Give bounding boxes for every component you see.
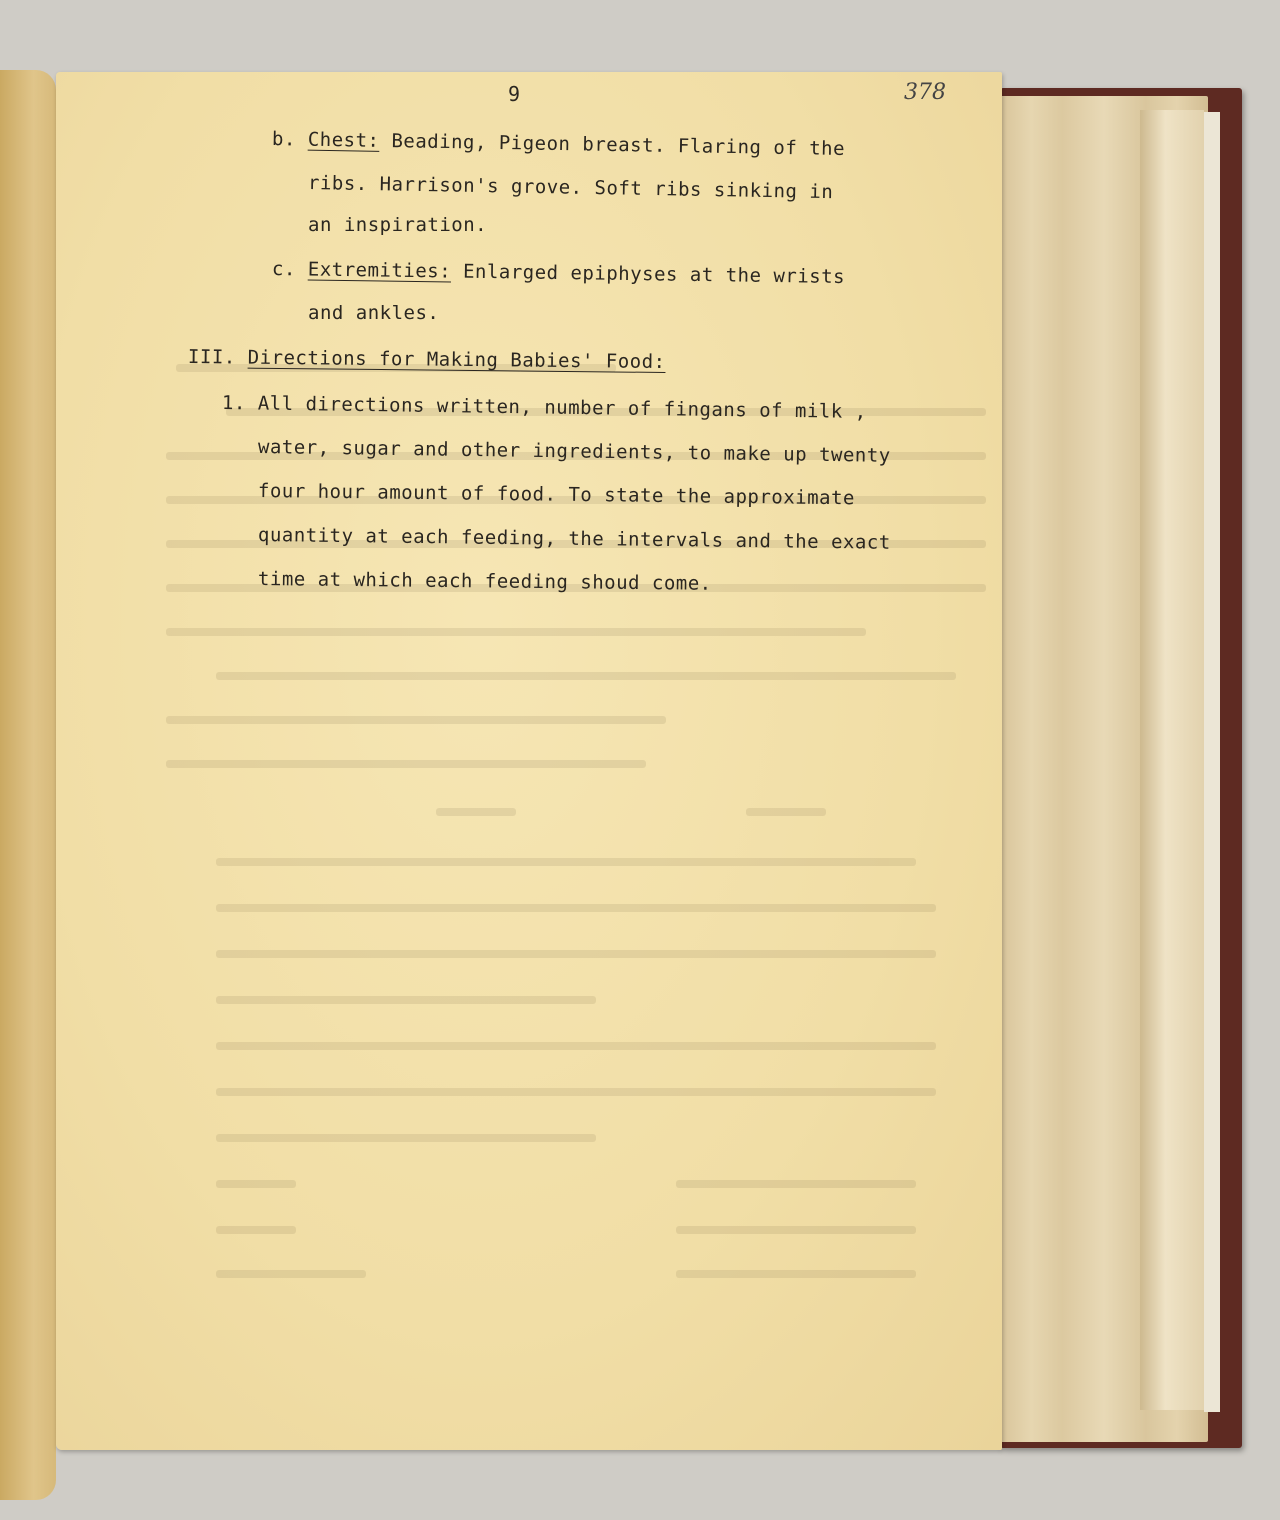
section-iii-heading: Directions for Making Babies' Food:	[247, 346, 666, 374]
folio-number: 378	[904, 80, 946, 105]
item-c-heading: Extremities:	[307, 258, 452, 283]
item-1-line-2: water, sugar and other ingredients, to make up twenty	[257, 436, 891, 467]
section-iii-numeral: III.	[187, 346, 236, 369]
page-number: 9	[508, 82, 521, 106]
item-b-heading: Chest:	[307, 128, 380, 152]
item-c-text-1: Enlarged epiphyses at the wrists	[462, 260, 846, 289]
page-block-inner	[1140, 110, 1204, 1410]
item-1-line-3: four hour amount of food. To state the approximate	[257, 480, 856, 510]
previous-page-edge	[0, 70, 56, 1500]
item-b-text-1: Beading, Pigeon breast. Flaring of the	[391, 130, 846, 161]
item-b-prefix: b.	[271, 128, 297, 151]
item-b-line-3: an inspiration.	[308, 214, 488, 236]
item-1-line-5: time at which each feeding shoud come.	[257, 568, 712, 595]
item-c-line-2: and ankles.	[308, 302, 440, 324]
item-1-line-1: 1. All directions written, number of fingans of milk ,	[221, 392, 867, 424]
item-1-line-4: quantity at each feeding, the intervals and the exact	[257, 524, 891, 554]
item-b-line-2: ribs. Harrison's grove. Soft ribs sinking in	[307, 172, 834, 204]
endpaper	[1204, 112, 1220, 1412]
item-c-prefix: c.	[271, 258, 297, 281]
